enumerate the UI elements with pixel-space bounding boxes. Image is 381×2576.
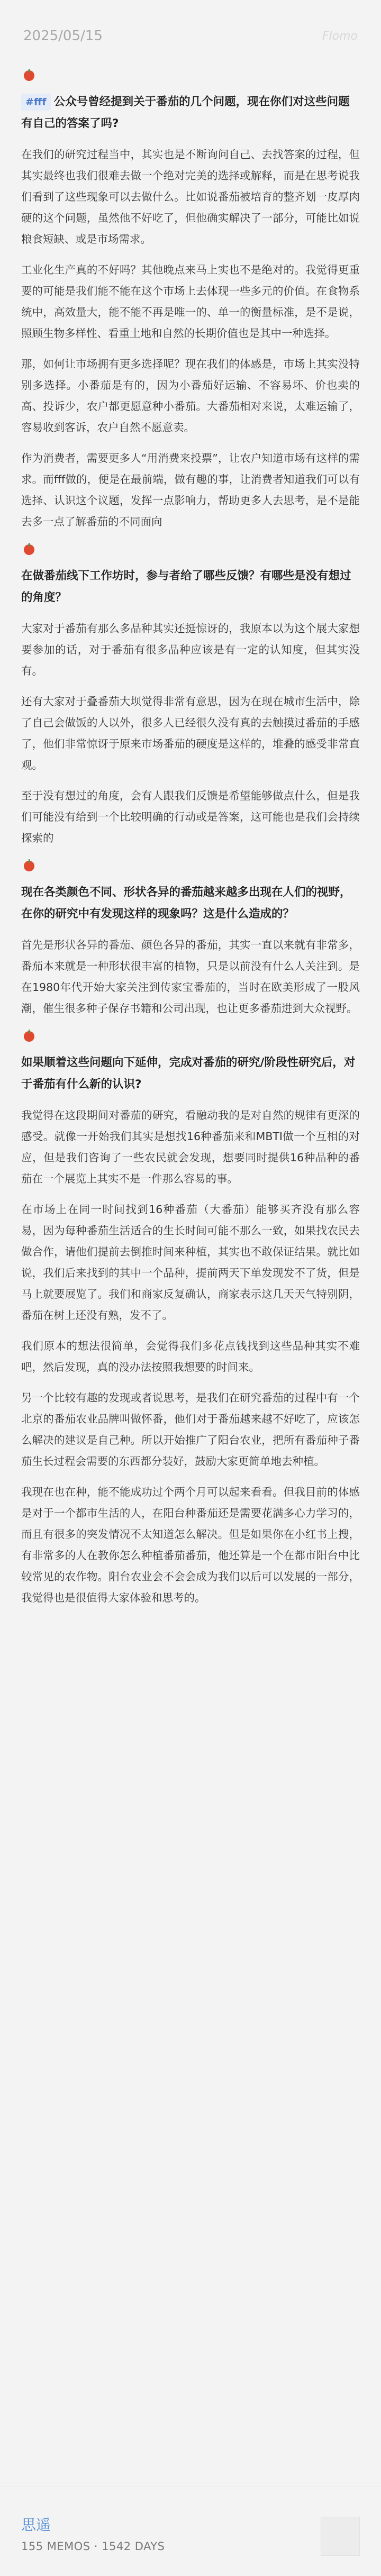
memo-header <box>23 25 358 47</box>
paragraph: 在市场上在同一时间找到16种番茄（大番茄）能够买齐没有那么容易，因为每种番茄生活适合的生长时间可能不那么一致，如果找农民去做合作，请他们提前去倒推时间来种植，其实也不敢保证结果。就比如说，我们后来找到的其中一个品种，提前两天下单发现发不了货，但是马上就要展览了。我们和商家反复确认，商家表示这几天天气特别阴，番茄在树上还没有熟，发不了。 <box>21 1203 360 1322</box>
section-question: 现在各类颜色不同、形状各异的番茄越来越多出现在人们的视野，在你的研究中有发现这样的现象吗？这是什么造成的？ <box>21 886 351 921</box>
section-question <box>21 91 360 134</box>
question-text: 公众号曾经提到关于番茄的几个问题，现在你们对这些问题有自己的答案了吗? <box>21 95 350 130</box>
tomato-icon <box>22 68 36 81</box>
paragraph: 首先是形状各异的番茄、颜色各异的番茄，其实一直以来就有非常多，番茄本来就是一种形状很丰富的植物，只是以前没有什么人关注到。是在1980年代开始大家关注到传家宝番茄的，当时在欧美形成了一股风潮，催生很多种子保存书籍和公司出现，也让更多番茄进到大众视野。 <box>21 939 360 1015</box>
flomo-logo: Flomo <box>322 29 358 43</box>
tomato-icon <box>22 542 36 556</box>
section-question: 在做番茄线下工作坊时，参与者给了哪些反馈？有哪些是没有想过的角度？ <box>21 569 351 604</box>
paragraph: 还有大家对于叠番茄大坝觉得非常有意思，因为在现在城市生活中，除了自己会做饭的人以外，很多人已经很久没有真的去触摸过番茄的手感了，他们非常惊讶于原来市场番茄的硬度是这样的，堆叠的感受非常直观。 <box>21 695 360 771</box>
paragraph: 我现在也在种，能不能成功过个两个月可以起来看看。但我目前的体感是对于一个都市生活的人，在阳台种番茄还是需要花满多心力学习的，而且有很多的突发情况不太知道怎么解决。但是如果你在小红书上搜，有非常多的人在教你怎么种植番茄番茄，他还算是一个在都市阳台中比较常见的农作物。阳台农业会不会会成为我们以后可以发展的一部分，我觉得也是很值得大家体验和思考的。 <box>21 1486 360 1604</box>
memo-stats: 155 MEMOS · 1542 DAYS <box>21 2540 165 2553</box>
section-question: 如果顺着这些问题向下延伸，完成对番茄的研究/阶段性研究后，对于番茄有什么新的认识? <box>21 1056 356 1091</box>
paragraph: 我觉得在这段期间对番茄的研究，看融动我的是对自然的规律有更深的感受。就像一开始我们其实是想找16种番茄来和MBTI做一个互相的对应，但是我们咨询了一些农民就会发现，想要同时提供16种品种的番茄在一个展览上其实不是一件那么容易的事。 <box>21 1109 360 1185</box>
paragraph: 至于没有想过的角度，会有人跟我们反馈是希望能够做点什么，但是我们可能没有给到一个比较明确的行动或是答案，这可能也是我们会持续探索的 <box>21 789 360 844</box>
paragraph: 在我们的研究过程当中，其实也是不断询问自己、去找答案的过程，但其实最终也我们很难去做一个绝对完美的选择或解释，而是在思考说我们看到了这些现象可以去做什么。比如说番茄被培育的整齐划一皮厚肉硬的这个问题，虽然他不好吃了，但他确实解决了一部分，可能比如说粮食短缺、或是市场需求。 <box>21 148 360 245</box>
author-name[interactable]: 思遥 <box>21 2516 51 2534</box>
paragraph: 那，如何让市场拥有更多选择呢？现在我们的体感是，市场上其实没特别多选择。小番茄是有的，因为小番茄好运输、不容易坏、价也卖的高、投诉少，农户都更愿意种小番茄。大番茄相对来说，太难运输了，容易收到客诉，农户自然不愿意卖。 <box>21 358 360 434</box>
paragraph: 另一个比较有趣的发现或者说思考，是我们在研究番茄的过程中有一个北京的番茄农业品牌叫做怀番，他们对于番茄越来越不好吃了，应该怎么解决的建议是自己种。所以开始推广了阳台农业，把所有番茄种子番茄生长过程会需要的东西都分装好，鼓励大家更简单地去种植。 <box>21 1391 360 1468</box>
tomato-icon <box>22 858 36 872</box>
paragraph: 大家对于番茄有那么多品种其实还挺惊讶的，我原本以为这个展大家想要参加的话，对于番茄有很多品种应该是有一定的认知度，但其实没有。 <box>21 622 360 677</box>
memo-content <box>21 58 360 1618</box>
paragraph: 工业化生产真的不好吗？其他晚点来马上实也不是绝对的。我觉得更重要的可能是我们能不能在这个市场上去体现一些多元的价值。在食物系统中，高效量大，能不能不再是唯一的、单一的衡量标准，是不是说，照顾生物多样性、看重土地和自然的长期价值也是其中一种选择。 <box>21 263 360 340</box>
tomato-icon <box>22 1028 36 1042</box>
qr-code-icon <box>321 2517 360 2556</box>
paragraph: 我们原本的想法很简单，会觉得我们多花点钱找到这些品种其实不难吧，然后发现，真的没办法按照我想要的时间来。 <box>21 1340 360 1373</box>
memo-date: 2025/05/15 <box>23 28 103 44</box>
hashtag-badge[interactable]: #fff <box>21 94 51 111</box>
paragraph: 作为消费者，需要更多人“用消费来投票”，让农户知道市场有这样的需求。而fff做的，便是在最前端，做有趣的事，让消费者知道我们可以有选择、认识这个议题，发挥一点影响力，帮助更多人去思考，是不是能去多一点了解番茄的不同面向 <box>21 452 360 528</box>
memo-footer <box>0 2487 381 2576</box>
